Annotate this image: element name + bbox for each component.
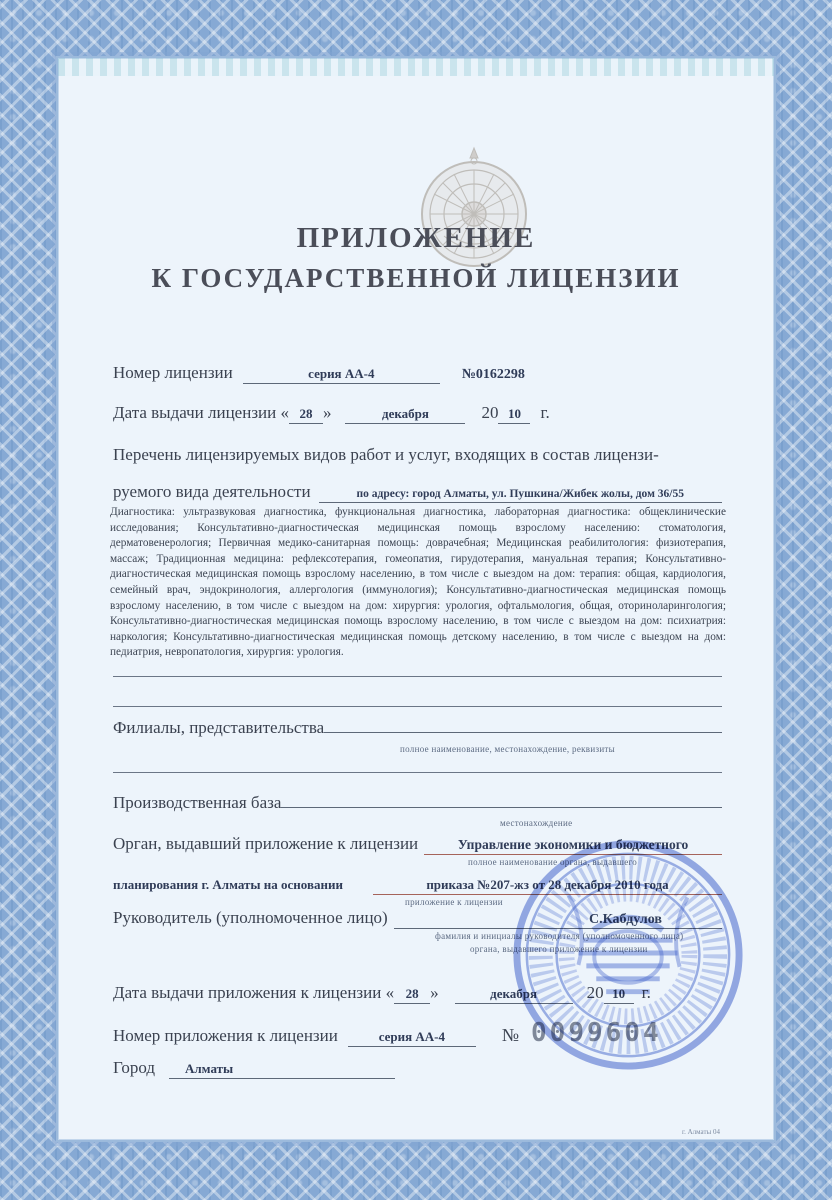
appendix-quote-close: » <box>430 983 439 1002</box>
appendix-no-sign: № <box>501 1025 520 1045</box>
production-base-row <box>113 793 722 813</box>
city-field <box>169 1058 395 1079</box>
appendix-series-field <box>348 1026 476 1047</box>
branches-field <box>324 732 722 733</box>
production-base-label: Производственная база <box>113 793 282 812</box>
head-caption2: органа, выдавшего приложение к лицензии <box>470 944 648 954</box>
license-number-label: Номер лицензии <box>113 363 233 382</box>
month-value: декабря <box>382 406 429 421</box>
day-value: 28 <box>299 406 313 421</box>
top-texture-band <box>58 58 774 76</box>
activity-details-paragraph: Диагностика: ультразвуковая диагностика, функциональная диагностика, лабораторная диагностика: общеклинические исследования; Консультативно-диагностическая медицинская помощь взрослому населению: стоматология, дерматовенерология; Первичная медико-санитарная помощь: доврачебная; Медицинская реабилитология: физиотерапия, массаж; Традиционная медицина: рефлексотерапия, гомеопатия, гирудотерапия, мануальная терапия; Консультативно-диагностическая медицинская помощь взрослому населению, в том числе с выездом на дом: терапия: общая, кардиология, семейный врач, эндокринология, аллергология (иммунология); Консультативно-диагностическая медицинская помощь взрослому населению, в том числе с выездом на дом: хирургия: урология, офтальмология, общая, оториноларингология; Консультативно-диагностическая медицинская помощь взрослому населению, в том числе с выездом на дом: психиатрия: наркология; Консультативно-диагностическая медицинская помощь детскому населению, в том числе с выездом на дом: педиатрия, невропатология, хирургия: урология. <box>110 506 726 659</box>
production-base-caption: местонахождение <box>500 818 573 828</box>
appendix-number-digits: 0099604 <box>531 1018 662 1048</box>
authority-caption1: полное наименование органа, выдавшего <box>468 857 638 867</box>
appendix-year-value: 10 <box>612 986 626 1001</box>
year-g: г. <box>540 403 550 422</box>
year-field <box>498 403 530 424</box>
appendix-series-value: серия АА-4 <box>378 1029 445 1044</box>
license-date-label: Дата выдачи лицензии « <box>113 403 289 422</box>
activity-address-value: по адресу: город Алматы, ул. Пушкина/Жибек жолы, дом 36/55 <box>356 488 684 500</box>
authority-value-line2-left: планирования г. Алматы на основании <box>113 877 343 892</box>
day-field <box>289 403 323 424</box>
authority-label: Орган, выдавший приложение к лицензии <box>113 834 419 853</box>
blank-line <box>113 772 722 773</box>
appendix-year-prefix: 20 <box>586 983 604 1002</box>
month-field <box>345 403 465 424</box>
activity-address-row <box>113 482 722 503</box>
head-caption1: фамилия и инициалы руководителя (уполномоченного лица) <box>435 931 684 941</box>
appendix-day-value: 28 <box>405 986 419 1001</box>
corner-microprint: г. Алматы 04 <box>682 1128 720 1136</box>
head-label: Руководитель (уполномоченное лицо) <box>113 908 388 927</box>
branches-caption: полное наименование, местонахождение, реквизиты <box>400 744 616 754</box>
blank-line <box>113 676 722 677</box>
appendix-number-label: Номер приложения к лицензии <box>113 1026 338 1045</box>
activity-intro-line1: Перечень лицензируемых видов работ и услуг, входящих в состав лицензи- <box>113 445 659 464</box>
city-value: Алматы <box>185 1061 234 1076</box>
year-value: 10 <box>507 406 521 421</box>
branches-label: Филиалы, представительства <box>113 718 325 737</box>
license-number-value: №0162298 <box>461 367 525 382</box>
authority-order-value: приказа №207-жз от 28 декабря 2010 года <box>426 877 669 892</box>
license-number-row <box>113 363 722 384</box>
branches-row <box>113 718 722 738</box>
production-base-field <box>281 807 722 808</box>
document-title-line1: ПРИЛОЖЕНИЕ <box>296 222 536 254</box>
signature-name: С.Кабдулов <box>588 912 662 927</box>
activity-intro-line2: руемого вида деятельности <box>113 482 311 501</box>
city-label: Город <box>113 1058 155 1077</box>
document-title-line2: К ГОСУДАРСТВЕННОЙ ЛИЦЕНЗИИ <box>151 263 681 293</box>
appendix-day-field <box>394 983 430 1004</box>
appendix-year-g: г. <box>641 983 651 1002</box>
license-series-field <box>243 363 440 384</box>
appendix-month-value: декабря <box>490 986 538 1001</box>
official-round-stamp <box>508 836 748 1074</box>
authority-caption2: приложение к лицензии <box>405 897 503 907</box>
blank-line <box>113 706 722 707</box>
license-date-row <box>113 403 722 424</box>
activity-address-field <box>319 482 722 503</box>
appendix-date-label: Дата выдачи приложения к лицензии « <box>113 983 395 1002</box>
authority-value-line1: Управление экономики и бюджетного <box>457 837 689 852</box>
year-prefix: 20 <box>481 403 499 422</box>
activity-intro-row <box>113 445 722 465</box>
license-series-value: серия АА-4 <box>308 366 375 381</box>
quote-close: » <box>322 403 332 422</box>
